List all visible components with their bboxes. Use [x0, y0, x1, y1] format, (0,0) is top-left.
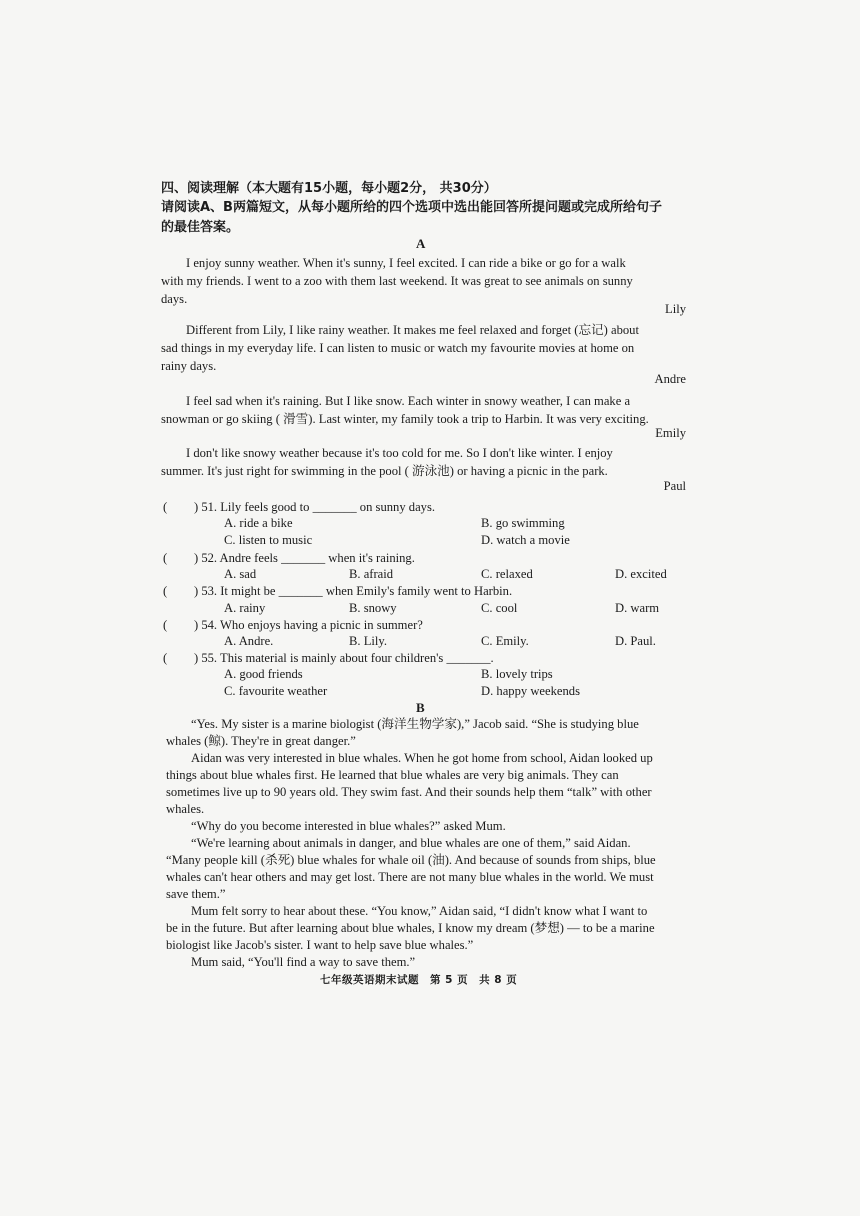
paragraph-line: “Many people kill (杀死) blue whales for whale oil (油). And because of sounds from ships, blue: [166, 853, 656, 867]
author-name: Andre: [654, 372, 686, 386]
paragraph-line: be in the future. But after learning about blue whales, I know my dream (梦想) — to be a marine: [166, 921, 655, 935]
option: B. Lily.: [349, 634, 388, 648]
option: A. sad: [224, 567, 257, 581]
option: B. snowy: [349, 601, 397, 615]
question-stem: ) 52. Andre feels _______ when it's raining.: [194, 551, 415, 565]
option: A. Andre.: [224, 634, 274, 648]
option: C. cool: [481, 601, 518, 615]
paragraph-line: whales (鲸). They're in great danger.”: [166, 734, 356, 748]
option: C. listen to music: [224, 533, 313, 547]
paragraph-line: Mum said, “You'll find a way to save them.”: [191, 955, 416, 969]
passage-a-paragraph-4: [161, 444, 687, 480]
paragraph-line: “We're learning about animals in danger, and blue whales are one of them,” said Aidan.: [191, 836, 631, 850]
question-stem: ) 55. This material is mainly about four children's _______.: [194, 651, 494, 665]
option: B. afraid: [349, 567, 394, 581]
paragraph-line: biologist like Jacob's sister. I want to help save blue whales.”: [166, 938, 474, 952]
paragraph-line: sometimes live up to 90 years old. They swim fast. And their sounds help them “talk” with other: [166, 785, 652, 799]
passage-a-paragraph-2: [161, 321, 687, 375]
paragraph-line: I feel sad when it's raining. But I like snow. Each winter in snowy weather, I can make a: [186, 394, 631, 408]
option: A. rainy: [224, 601, 266, 615]
question-stem: ) 54. Who enjoys having a picnic in summer?: [194, 618, 423, 632]
section-title: 四、阅读理解（本大题有15小题，每小题2分， 共30分）: [161, 181, 497, 196]
paragraph-line: whales can't hear others and may get lost. There are not many blue whales in the world. We must: [166, 870, 654, 884]
option: D. excited: [615, 567, 667, 581]
paragraph-line: summer. It's just right for swimming in the pool ( 游泳池) or having a picnic in the park.: [161, 464, 608, 478]
option: D. warm: [615, 601, 660, 615]
paragraph-line: “Yes. My sister is a marine biologist (海洋生物学家),” Jacob said. “She is studying blue: [191, 717, 639, 731]
option: A. good friends: [224, 667, 303, 681]
paragraph-line: whales.: [166, 802, 205, 816]
option: C. favourite weather: [224, 684, 328, 698]
paragraph-line: things about blue whales first. He learned that blue whales are very big animals. They can: [166, 768, 619, 782]
passage-a-paragraph-1: [161, 254, 687, 308]
page-footer: 七年级英语期末试题 第 5 页 共 8 页: [320, 974, 518, 986]
option: D. happy weekends: [481, 684, 580, 698]
question-stem: ) 51. Lily feels good to _______ on sunny days.: [194, 500, 436, 514]
paragraph-line: with my friends. I went to a zoo with them last weekend. It was great to see animals on sunny: [161, 274, 633, 288]
option: B. go swimming: [481, 516, 565, 530]
passage-a-label: A: [416, 236, 426, 251]
option: B. lovely trips: [481, 667, 553, 681]
paragraph-line: days.: [161, 292, 188, 306]
paragraph-line: “Why do you become interested in blue whales?” asked Mum.: [191, 819, 506, 833]
option: D. Paul.: [615, 634, 656, 648]
instructions-line-1: 请阅读A、B两篇短文，从每小题所给的四个选项中选出能回答所提问题或完成所给句子: [161, 200, 662, 215]
option: D. watch a movie: [481, 533, 570, 547]
answer-paren[interactable]: (: [163, 651, 168, 665]
passage-b-text: [166, 716, 678, 971]
option: C. relaxed: [481, 567, 533, 581]
paragraph-line: I enjoy sunny weather. When it's sunny, I feel excited. I can ride a bike or go for a walk: [186, 256, 626, 270]
instructions-line-2: 的最佳答案。: [161, 220, 240, 235]
paragraph-line: save them.”: [166, 887, 226, 901]
option: A. ride a bike: [224, 516, 293, 530]
answer-paren[interactable]: (: [163, 500, 168, 514]
paragraph-line: Different from Lily, I like rainy weather. It makes me feel relaxed and forget (忘记) about: [186, 323, 639, 337]
passage-a-paragraph-3: [161, 392, 687, 428]
paragraph-line: snowman or go skiing ( 滑雪). Last winter, my family took a trip to Harbin. It was very exciting.: [161, 412, 649, 426]
answer-paren[interactable]: (: [163, 584, 168, 598]
answer-paren[interactable]: (: [163, 551, 168, 565]
author-name: Lily: [665, 302, 686, 316]
paragraph-line: I don't like snowy weather because it's too cold for me. So I don't like winter. I enjoy: [186, 446, 613, 460]
author-name: Emily: [655, 426, 686, 440]
paragraph-line: rainy days.: [161, 359, 217, 373]
option: C. Emily.: [481, 634, 529, 648]
question-stem: ) 53. It might be _______ when Emily's family went to Harbin.: [194, 584, 513, 598]
paragraph-line: Aidan was very interested in blue whales. When he got home from school, Aidan looked up: [191, 751, 653, 765]
author-name: Paul: [663, 479, 686, 493]
paragraph-line: Mum felt sorry to hear about these. “You know,” Aidan said, “I didn't know what I want to: [191, 904, 648, 918]
passage-b-label: B: [416, 700, 425, 715]
answer-paren[interactable]: (: [163, 618, 168, 632]
paragraph-line: sad things in my everyday life. I can listen to music or watch my favourite movies at home on: [161, 341, 635, 355]
